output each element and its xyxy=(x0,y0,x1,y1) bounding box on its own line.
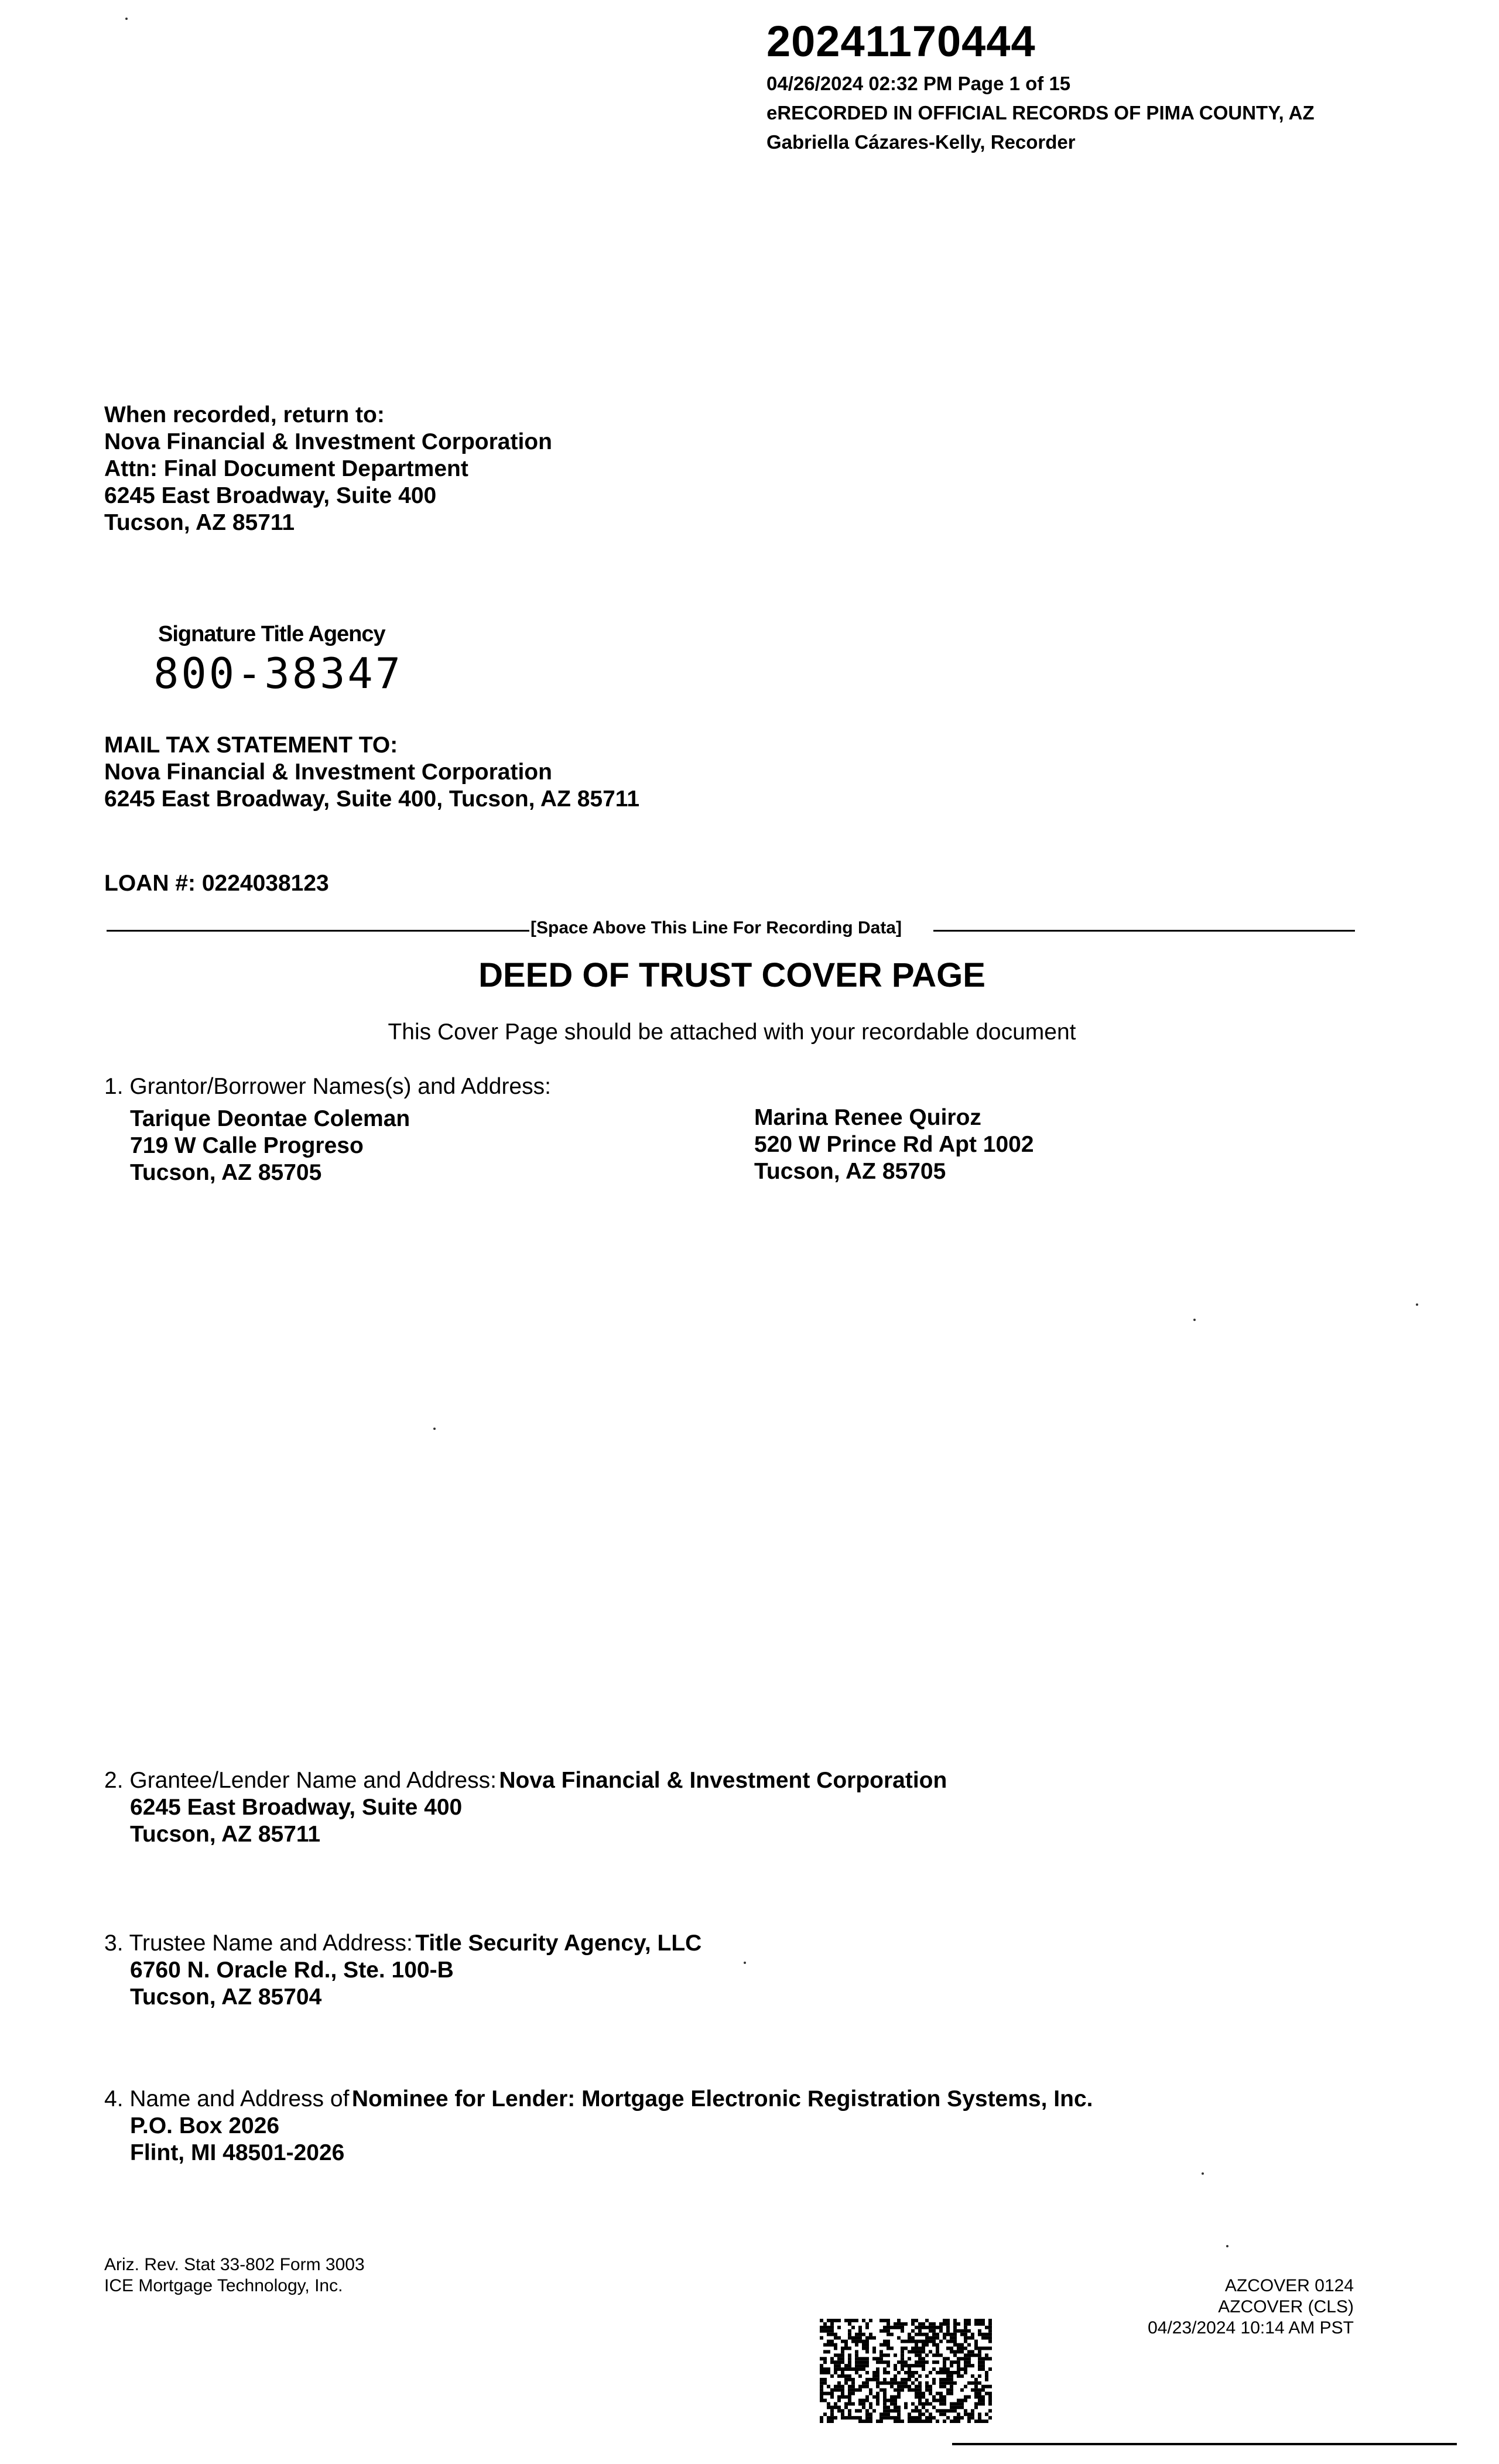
borrower-2-city: Tucson, AZ 85705 xyxy=(754,1159,946,1184)
borrower-2-name: Marina Renee Quiroz xyxy=(754,1105,981,1130)
footer-form-code: AZCOVER 0124 xyxy=(1224,2276,1354,2295)
document-title: DEED OF TRUST COVER PAGE xyxy=(478,956,985,994)
mail-tax-line: Nova Financial & Investment Corporation xyxy=(104,759,552,785)
nominee-po-box: P.O. Box 2026 xyxy=(130,2113,280,2138)
scan-speck xyxy=(744,1962,746,1964)
barcode-icon xyxy=(820,2319,992,2423)
recording-number: 20241170444 xyxy=(766,17,1036,66)
recording-office: eRECORDED IN OFFICIAL RECORDS OF PIMA COUNTY, AZ xyxy=(766,102,1315,124)
borrower-2-address xyxy=(754,1104,1034,1185)
document-subtitle: This Cover Page should be attached with your recordable document xyxy=(388,1019,1076,1045)
grantee-city: Tucson, AZ 85711 xyxy=(130,1822,321,1847)
return-to-block xyxy=(104,402,552,536)
nominee-name: Nominee for Lender: Mortgage Electronic Registration Systems, Inc. xyxy=(351,2086,1093,2111)
space-above-label: [Space Above This Line For Recording Data] xyxy=(531,918,902,937)
mail-tax-block xyxy=(104,732,639,813)
nominee-block xyxy=(104,2086,1093,2167)
return-to-line: Nova Financial & Investment Corporation xyxy=(104,429,552,454)
mail-tax-heading: MAIL TAX STATEMENT TO: xyxy=(104,733,398,758)
grantee-street: 6245 East Broadway, Suite 400 xyxy=(130,1795,463,1820)
trustee-block xyxy=(104,1930,701,2011)
scan-speck xyxy=(1226,2245,1228,2247)
footer-print-date: 04/23/2024 10:14 AM PST xyxy=(1148,2318,1354,2338)
return-to-line: 6245 East Broadway, Suite 400 xyxy=(104,483,437,508)
nominee-label: 4. Name and Address of xyxy=(104,2086,350,2111)
borrower-1-address xyxy=(130,1106,410,1186)
return-to-line: Attn: Final Document Department xyxy=(104,456,468,481)
footer-form-cls: AZCOVER (CLS) xyxy=(1218,2297,1354,2316)
trustee-name: Title Security Agency, LLC xyxy=(415,1931,702,1956)
mail-tax-line: 6245 East Broadway, Suite 400, Tucson, AZ 85711 xyxy=(104,786,640,812)
divider-left xyxy=(107,930,529,932)
loan-number: LOAN #: 0224038123 xyxy=(104,871,329,896)
nominee-city: Flint, MI 48501-2026 xyxy=(130,2140,345,2165)
scan-speck xyxy=(125,18,128,20)
trustee-label: 3. Trustee Name and Address: xyxy=(104,1931,413,1956)
grantee-block xyxy=(104,1767,947,1848)
footer-vendor: ICE Mortgage Technology, Inc. xyxy=(104,2276,343,2295)
scan-speck xyxy=(433,1428,436,1430)
handwritten-order-number: 800-38347 xyxy=(153,649,403,698)
borrower-1-street: 719 W Calle Progreso xyxy=(130,1133,364,1158)
grantee-label: 2. Grantee/Lender Name and Address: xyxy=(104,1768,497,1793)
return-to-line: Tucson, AZ 85711 xyxy=(104,510,295,535)
footer-left xyxy=(104,2254,365,2297)
return-to-heading: When recorded, return to: xyxy=(104,402,385,427)
borrower-1-name: Tarique Deontae Coleman xyxy=(130,1106,410,1131)
grantor-label: 1. Grantor/Borrower Names(s) and Address: xyxy=(104,1074,551,1099)
recorder-name: Gabriella Cázares-Kelly, Recorder xyxy=(766,131,1076,153)
trustee-street: 6760 N. Oracle Rd., Ste. 100-B xyxy=(130,1957,454,1983)
borrower-1-city: Tucson, AZ 85705 xyxy=(130,1160,322,1185)
scan-speck xyxy=(1193,1319,1196,1321)
agency-stamp: Signature Title Agency xyxy=(158,622,385,646)
scan-speck xyxy=(1416,1303,1418,1306)
borrower-2-street: 520 W Prince Rd Apt 1002 xyxy=(754,1132,1034,1157)
footer-statute: Ariz. Rev. Stat 33-802 Form 3003 xyxy=(104,2255,365,2274)
bottom-rule xyxy=(952,2443,1457,2445)
recording-datetime-page: 04/26/2024 02:32 PM Page 1 of 15 xyxy=(766,73,1071,94)
footer-right xyxy=(1148,2275,1354,2339)
scan-speck xyxy=(1202,2172,1204,2175)
grantee-name: Nova Financial & Investment Corporation xyxy=(499,1768,947,1793)
divider-right xyxy=(933,930,1355,932)
trustee-city: Tucson, AZ 85704 xyxy=(130,1984,322,2010)
